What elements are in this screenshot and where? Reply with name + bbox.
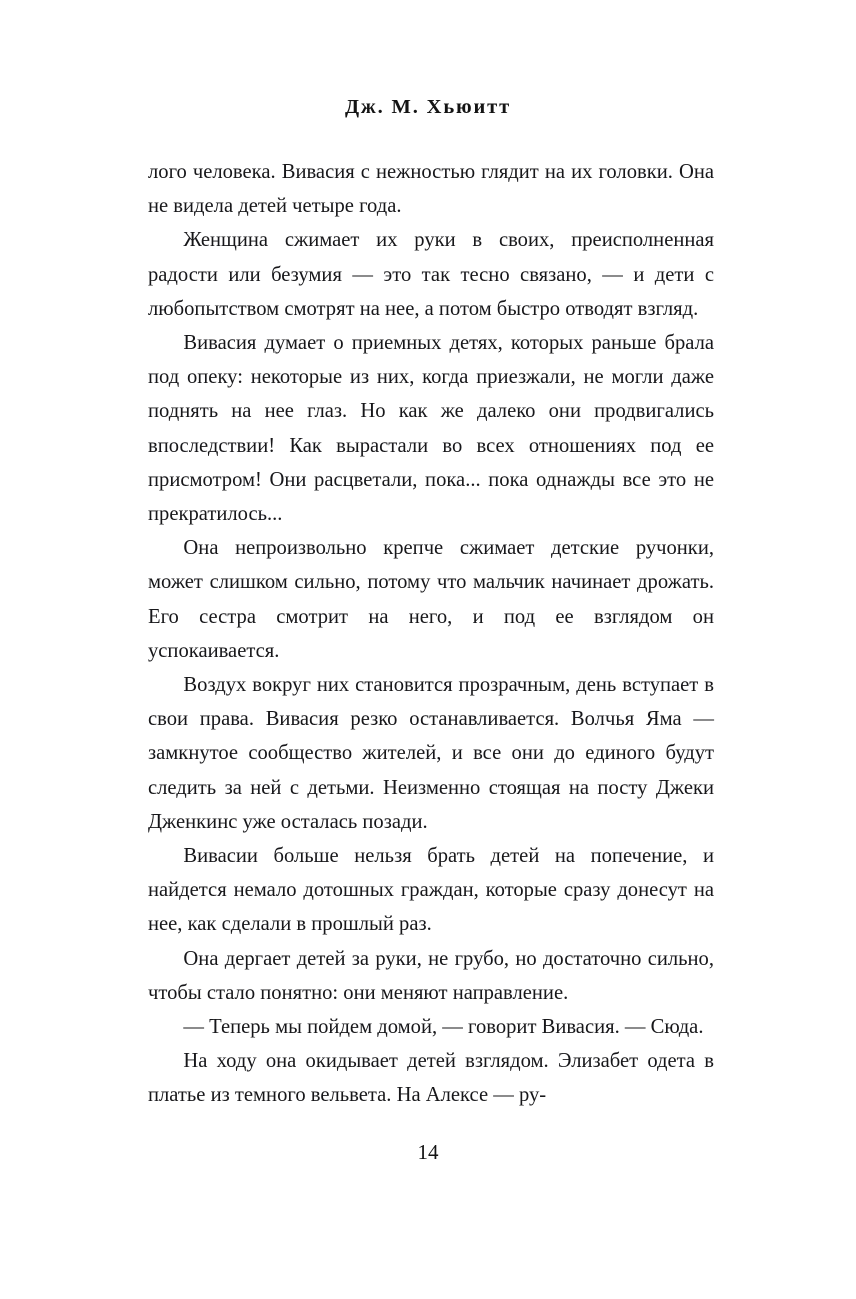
paragraph: Воздух вокруг них становится прозрачным, день вступает в свои права. Вивасия резко останавливается. Волчья Яма — замкнутое сообщество жителей, и все они до единого будут следить за ней с детьми. Неизменно стоящая на посту Джеки Дженкинс уже осталась позади.: [148, 674, 714, 833]
paragraph: Вивасии больше нельзя брать детей на попечение, и найдется немало дотошных граждан, которые сразу донесут на нее, как сделали в прошлый раз.: [148, 845, 714, 936]
body-text: [148, 155, 714, 1113]
page-number: 14: [417, 1140, 439, 1164]
paragraph: Женщина сжимает их руки в своих, преисполненная радости или безумия — это так тесно связано, — и дети с любопытством смотрят на нее, а потом быстро отводят взгляд.: [148, 229, 714, 320]
paragraph-dialogue: — Теперь мы пойдем домой, — говорит Вивасия. — Сюда.: [183, 1016, 704, 1039]
paragraph: На ходу она окидывает детей взглядом. Элизабет одета в платье из темного вельвета. На Алексе — ру-: [148, 1050, 714, 1107]
running-head-author: Дж. М. Хьюитт: [344, 96, 512, 118]
paragraph: Она непроизвольно крепче сжимает детские ручонки, может слишком сильно, потому что мальчик начинает дрожать. Его сестра смотрит на него, и под ее взглядом он успокаивается.: [148, 537, 714, 662]
paragraph: Вивасия думает о приемных детях, которых раньше брала под опеку: некоторые из них, когда приезжали, не могли даже поднять на нее глаз. Но как же далеко они продвигались впоследствии! Как вырастали во всех отношениях под ее присмотром! Они расцветали, пока... пока однажды все это не прекратилось...: [148, 332, 714, 526]
paragraph: Она дергает детей за руки, не грубо, но достаточно сильно, чтобы стало понятно: они меняют направление.: [148, 947, 714, 1004]
paragraph-continued: лого человека. Вивасия с нежностью глядит на их головки. Она не видела детей четыре года.: [148, 161, 714, 218]
